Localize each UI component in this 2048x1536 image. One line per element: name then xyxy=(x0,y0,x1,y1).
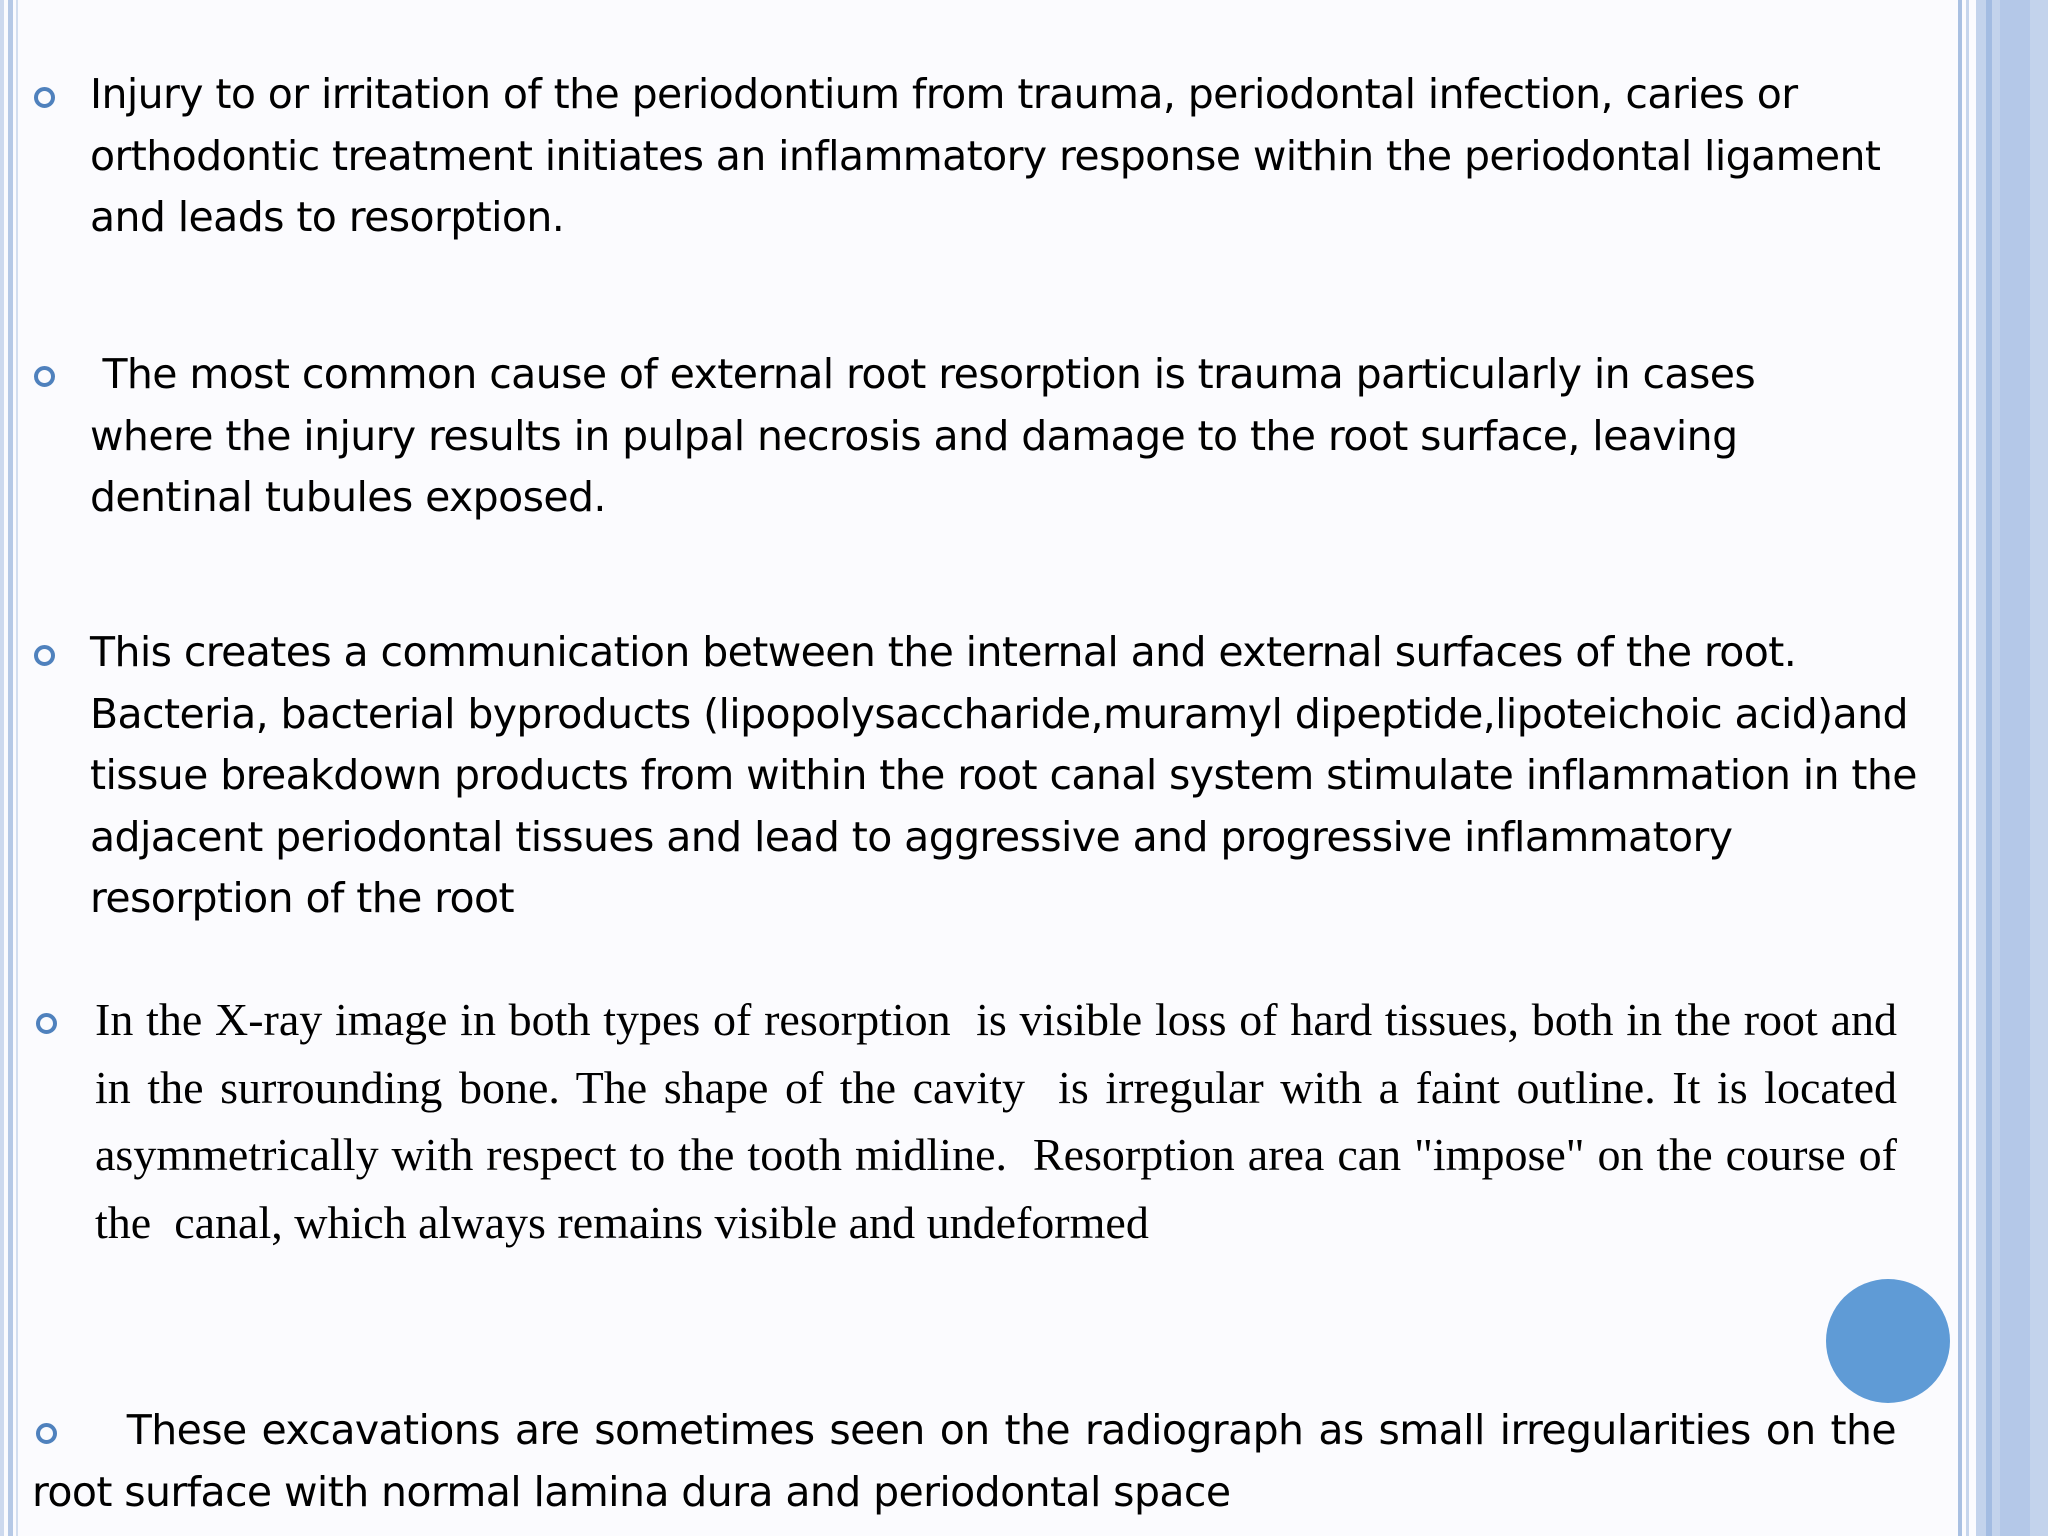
bullet-circle-icon xyxy=(34,645,55,666)
left-border-line-mid xyxy=(8,0,13,1536)
left-border-line-inner xyxy=(16,0,18,1536)
bullet-circle-icon xyxy=(34,87,55,108)
right-border-stripe xyxy=(1986,0,1992,1536)
bullet-text-2: The most common cause of external root resorption is trauma particularly in cases where the injury results in pulpal necrosis and damage to the root surface, leaving dentinal tubules exposed. xyxy=(90,350,1768,521)
bullet-text-1: Injury to or irritation of the periodontium from trauma, periodontal infection, caries or orthodontic treatment initiates an inflammatory response within the periodontal ligament and leads to resorption. xyxy=(90,70,1881,241)
bullet-circle-icon xyxy=(34,366,55,387)
bullet-text-3: This creates a communication between the internal and external surfaces of the root. Bacteria, bacterial byproducts (lipopolysaccharide,muramyl dipeptide,lipoteichoic acid)and tissue breakdown products from within the root canal system stimulate inflammation in the adjacent periodontal tissues and lead to aggressive and progressive inflammatory resorption of the root xyxy=(90,628,1917,922)
right-border-thin-line xyxy=(1958,0,1962,1536)
bullet-circle-icon xyxy=(36,1013,57,1034)
left-border-line-outer xyxy=(0,0,4,1536)
bullet-text-4: In the X-ray image in both types of resorption is visible loss of hard tissues, both in the root and in the surrounding bone. The shape of the cavity is irregular with a faint outline. It is located asymmetrically with respect to the tooth midline. Resorption area can "impose" on the course of the canal, which always remains visible and undeformed xyxy=(95,994,1920,1248)
right-border-wide-stripe xyxy=(2000,0,2030,1536)
accent-circle xyxy=(1826,1279,1950,1403)
right-border-line-2 xyxy=(1966,0,1969,1536)
bullet-text-5: These excavations are sometimes seen on the radiograph as small irregularities on the root surface with normal lamina dura and periodontal space xyxy=(32,1406,1909,1516)
